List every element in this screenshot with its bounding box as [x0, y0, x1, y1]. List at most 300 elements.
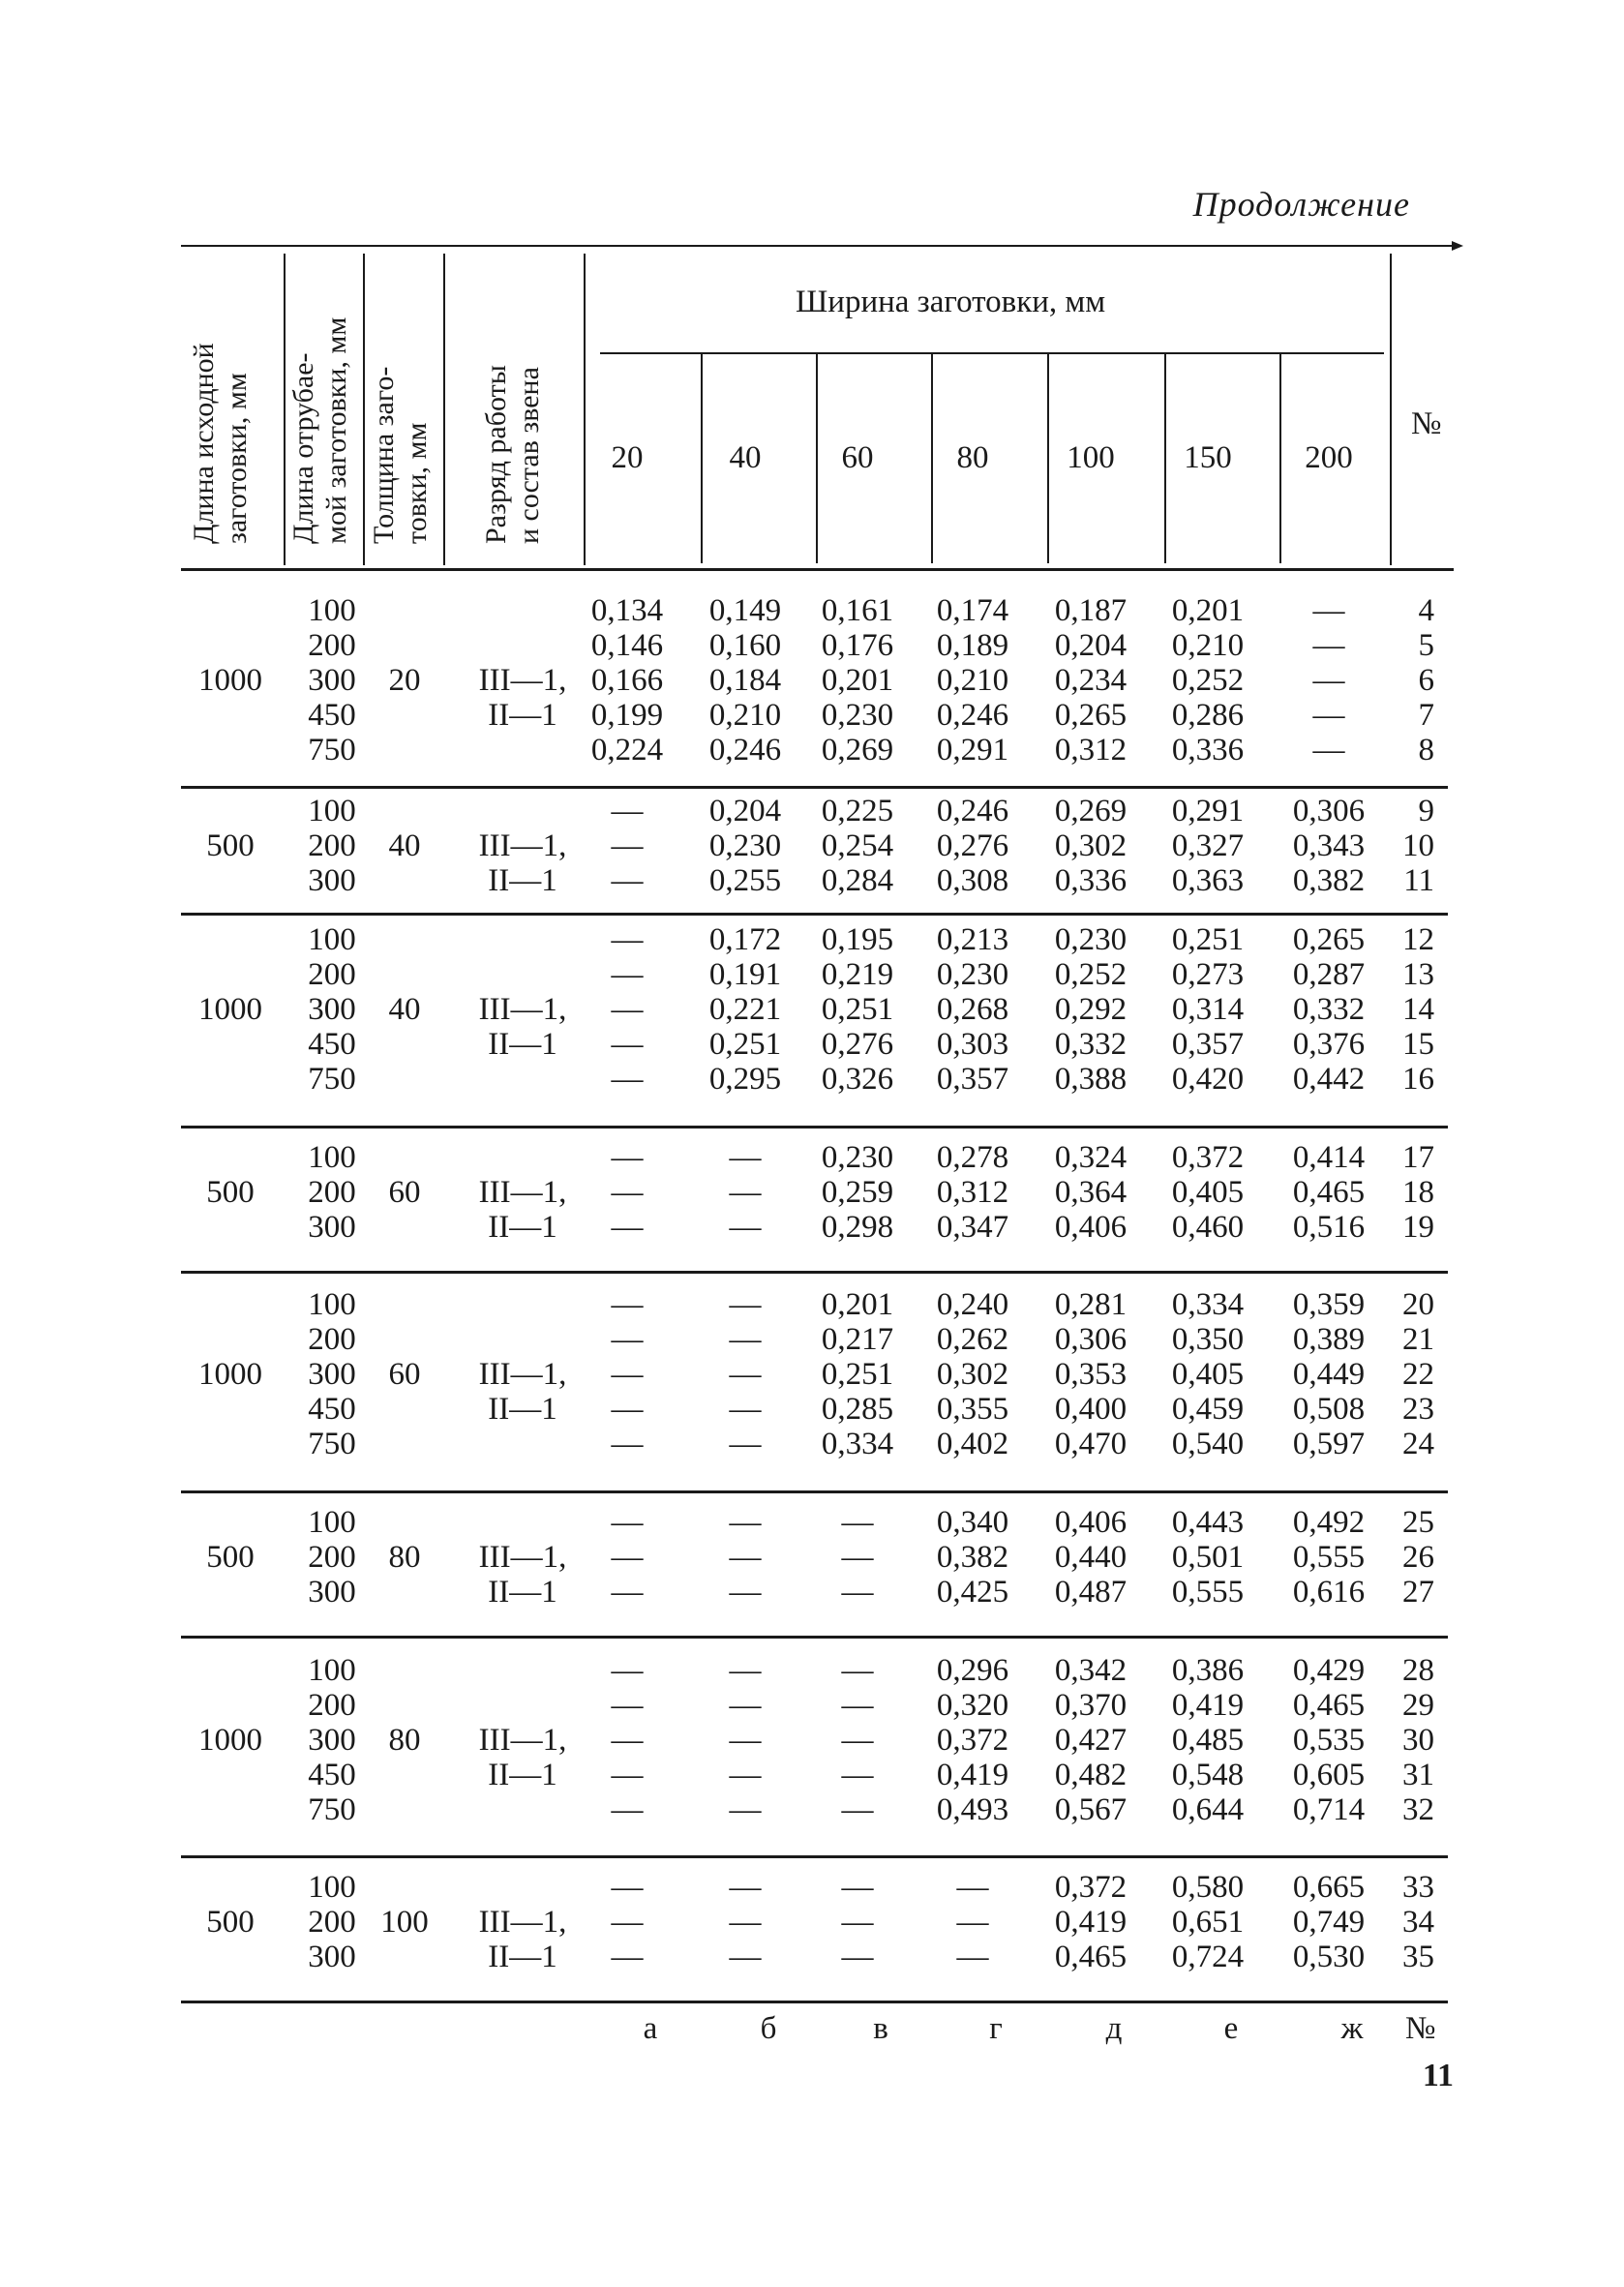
table-cell: 0,406	[1054, 1505, 1128, 1540]
row-number: 12	[1402, 922, 1434, 957]
group-3-grade: III—1,	[478, 1175, 567, 1210]
footer-letter-0: а	[643, 2011, 658, 2046]
table-row-cut-length: 100	[308, 1287, 356, 1322]
table-row-cut-length: 100	[308, 1870, 356, 1905]
row-number: 29	[1402, 1688, 1434, 1723]
row-number: 6	[1418, 663, 1434, 698]
row-number: 31	[1402, 1758, 1434, 1792]
row-number: 11	[1403, 863, 1434, 898]
table-cell: 0,251	[1171, 922, 1245, 957]
table-cell: —	[611, 1210, 644, 1245]
table-cell: 0,246	[936, 698, 1009, 733]
table-cell: 0,240	[936, 1287, 1009, 1322]
table-cell: —	[611, 828, 644, 863]
header-col_length_cut-line: Длина отрубае-	[287, 352, 319, 544]
table-cell: —	[729, 1653, 762, 1688]
table-cell: 0,402	[936, 1427, 1009, 1461]
group-6-grade: III—1,	[478, 1723, 567, 1758]
table-cell: 0,540	[1171, 1427, 1245, 1461]
table-row-cut-length: 300	[308, 1357, 356, 1392]
footer-letter-2: в	[873, 2011, 888, 2046]
width-header-200: 200	[1305, 440, 1353, 475]
table-cell: 0,230	[821, 1140, 894, 1175]
table-cell: 0,724	[1171, 1940, 1245, 1974]
table-cell: —	[729, 1905, 762, 1940]
row-number: 23	[1402, 1392, 1434, 1427]
table-cell: 0,465	[1054, 1940, 1128, 1974]
row-number: 18	[1402, 1175, 1434, 1210]
table-row-cut-length: 450	[308, 1758, 356, 1792]
row-number: 4	[1418, 593, 1434, 628]
table-cell: 0,276	[936, 828, 1009, 863]
table-cell: 0,269	[821, 733, 894, 767]
table-cell: 0,336	[1054, 863, 1128, 898]
group-5-grade: III—1,	[478, 1540, 567, 1575]
width-header-20: 20	[611, 440, 644, 475]
table-row-cut-length: 450	[308, 1392, 356, 1427]
table-row-cut-length: 200	[308, 1540, 356, 1575]
table-cell: 0,210	[936, 663, 1009, 698]
group-6-thickness: 80	[388, 1723, 421, 1758]
table-cell: 0,251	[821, 992, 894, 1027]
table-cell: —	[611, 1027, 644, 1062]
header-col_thickness	[368, 367, 434, 544]
table-cell: 0,644	[1171, 1792, 1245, 1827]
table-cell: 0,487	[1054, 1575, 1128, 1610]
table-cell: —	[611, 1392, 644, 1427]
table-cell: 0,419	[936, 1758, 1009, 1792]
header-col_grade-line: и состав звена	[513, 367, 545, 544]
arrow-right-icon	[1452, 241, 1463, 251]
table-cell: 0,291	[936, 733, 1009, 767]
table-cell: —	[729, 1210, 762, 1245]
table-cell: 0,459	[1171, 1392, 1245, 1427]
header-col_thickness-line: товки, мм	[401, 422, 433, 544]
row-number: 14	[1402, 992, 1434, 1027]
table-cell: 0,400	[1054, 1392, 1128, 1427]
group-7-length: 500	[206, 1905, 255, 1940]
table-cell: 0,254	[821, 828, 894, 863]
table-cell: 0,134	[590, 593, 664, 628]
group-0-grade: II—1	[488, 698, 557, 733]
table-cell: —	[611, 922, 644, 957]
table-cell: 0,363	[1171, 863, 1245, 898]
table-cell: 0,370	[1054, 1688, 1128, 1723]
table-row-cut-length: 750	[308, 1792, 356, 1827]
table-row-cut-length: 100	[308, 794, 356, 828]
group-7-grade: II—1	[488, 1940, 557, 1974]
table-cell: —	[729, 1392, 762, 1427]
width-header-150: 150	[1184, 440, 1232, 475]
table-cell: 0,530	[1292, 1940, 1366, 1974]
table-cell: —	[729, 1758, 762, 1792]
group-2-length: 1000	[198, 992, 262, 1027]
table-cell: 0,312	[1054, 733, 1128, 767]
footer-letter-4: д	[1105, 2011, 1123, 2046]
table-row-cut-length: 100	[308, 922, 356, 957]
table-row-cut-length: 750	[308, 733, 356, 767]
group-4-grade: III—1,	[478, 1357, 567, 1392]
table-cell: 0,213	[936, 922, 1009, 957]
table-cell: 0,567	[1054, 1792, 1128, 1827]
table-row-cut-length: 100	[308, 1653, 356, 1688]
table-cell: 0,302	[1054, 828, 1128, 863]
table-cell: 0,252	[1171, 663, 1245, 698]
header-bottom-rule	[181, 568, 1454, 571]
table-row-cut-length: 100	[308, 1140, 356, 1175]
table-cell: 0,252	[1054, 957, 1128, 992]
row-number: 26	[1402, 1540, 1434, 1575]
table-cell: —	[841, 1688, 874, 1723]
table-cell: —	[729, 1792, 762, 1827]
table-cell: —	[611, 1287, 644, 1322]
row-number: 10	[1402, 828, 1434, 863]
header-col_grade-line: Разряд работы	[480, 365, 512, 544]
table-row-cut-length: 300	[308, 992, 356, 1027]
table-cell: 0,492	[1292, 1505, 1366, 1540]
group-separator	[181, 1271, 1448, 1274]
table-cell: 0,714	[1292, 1792, 1366, 1827]
row-number: 27	[1402, 1575, 1434, 1610]
table-cell: 0,314	[1171, 992, 1245, 1027]
table-row-cut-length: 200	[308, 1322, 356, 1357]
table-cell: 0,201	[821, 663, 894, 698]
table-cell: 0,334	[1171, 1287, 1245, 1322]
row-number: 33	[1402, 1870, 1434, 1905]
group-6-length: 1000	[198, 1723, 262, 1758]
table-row-cut-length: 300	[308, 1940, 356, 1974]
table-cell: 0,230	[1054, 922, 1128, 957]
header-col_thickness-line: Толщина заго-	[368, 366, 400, 544]
group-0-grade: III—1,	[478, 663, 567, 698]
table-row-cut-length: 200	[308, 1905, 356, 1940]
table-cell: 0,287	[1292, 957, 1366, 992]
table-row-cut-length: 300	[308, 663, 356, 698]
table-cell: 0,176	[821, 628, 894, 663]
table-cell: —	[841, 1792, 874, 1827]
group-0-thickness: 20	[388, 663, 421, 698]
table-cell: 0,201	[821, 1287, 894, 1322]
table-cell: 0,376	[1292, 1027, 1366, 1062]
table-cell: 0,184	[708, 663, 782, 698]
header-divider	[363, 254, 365, 565]
table-cell: 0,359	[1292, 1287, 1366, 1322]
group-7-grade: III—1,	[478, 1905, 567, 1940]
group-1-thickness: 40	[388, 828, 421, 863]
table-cell: —	[611, 863, 644, 898]
header-col_length_cut	[287, 317, 353, 544]
table-cell: 0,350	[1171, 1322, 1245, 1357]
table-cell: 0,312	[936, 1175, 1009, 1210]
group-0-length: 1000	[198, 663, 262, 698]
group-separator	[181, 1126, 1448, 1128]
table-cell: —	[956, 1940, 989, 1974]
table-cell: 0,372	[936, 1723, 1009, 1758]
table-cell: 0,357	[936, 1062, 1009, 1097]
table-cell: —	[841, 1758, 874, 1792]
table-cell: —	[611, 1688, 644, 1723]
table-cell: 0,204	[1054, 628, 1128, 663]
row-number: 22	[1402, 1357, 1434, 1392]
table-cell: 0,262	[936, 1322, 1009, 1357]
table-cell: 0,749	[1292, 1905, 1366, 1940]
group-2-thickness: 40	[388, 992, 421, 1027]
table-cell: 0,265	[1054, 698, 1128, 733]
table-cell: 0,149	[708, 593, 782, 628]
table-cell: 0,224	[590, 733, 664, 767]
table-cell: 0,201	[1171, 593, 1245, 628]
table-cell: 0,485	[1171, 1723, 1245, 1758]
table-cell: —	[956, 1905, 989, 1940]
table-cell: 0,174	[936, 593, 1009, 628]
row-number: 24	[1402, 1427, 1434, 1461]
table-row-cut-length: 750	[308, 1062, 356, 1097]
table-row-cut-length: 100	[308, 1505, 356, 1540]
table-cell: —	[1312, 593, 1345, 628]
group-2-grade: II—1	[488, 1027, 557, 1062]
table-cell: 0,597	[1292, 1427, 1366, 1461]
group-3-grade: II—1	[488, 1210, 557, 1245]
table-row-cut-length: 750	[308, 1427, 356, 1461]
table-cell: —	[611, 1427, 644, 1461]
table-cell: 0,204	[708, 794, 782, 828]
table-cell: 0,605	[1292, 1758, 1366, 1792]
table-cell: 0,285	[821, 1392, 894, 1427]
group-2-grade: III—1,	[478, 992, 567, 1027]
table-cell: 0,449	[1292, 1357, 1366, 1392]
table-cell: 0,336	[1171, 733, 1245, 767]
table-cell: —	[729, 1688, 762, 1723]
width-header-100: 100	[1067, 440, 1115, 475]
table-cell: 0,347	[936, 1210, 1009, 1245]
table-cell: 0,382	[1292, 863, 1366, 898]
table-cell: 0,298	[821, 1210, 894, 1245]
table-cell: 0,372	[1171, 1140, 1245, 1175]
table-cell: 0,357	[1171, 1027, 1245, 1062]
table-cell: 0,501	[1171, 1540, 1245, 1575]
table-cell: —	[611, 1140, 644, 1175]
table-cell: 0,251	[708, 1027, 782, 1062]
table-cell: 0,302	[936, 1357, 1009, 1392]
table-cell: 0,340	[936, 1505, 1009, 1540]
table-cell: 0,276	[821, 1027, 894, 1062]
table-cell: 0,419	[1171, 1688, 1245, 1723]
table-cell: —	[611, 1505, 644, 1540]
table-cell: —	[841, 1653, 874, 1688]
table-cell: 0,291	[1171, 794, 1245, 828]
table-cell: 0,665	[1292, 1870, 1366, 1905]
group-5-thickness: 80	[388, 1540, 421, 1575]
table-cell: —	[611, 1940, 644, 1974]
table-cell: 0,284	[821, 863, 894, 898]
table-bottom-rule	[181, 2001, 1448, 2003]
table-cell: 0,414	[1292, 1140, 1366, 1175]
table-row-cut-length: 200	[308, 957, 356, 992]
group-1-grade: II—1	[488, 863, 557, 898]
table-cell: 0,427	[1054, 1723, 1128, 1758]
table-cell: 0,535	[1292, 1723, 1366, 1758]
table-cell: —	[841, 1505, 874, 1540]
footer-letter-3: г	[989, 2011, 1003, 2046]
table-cell: 0,189	[936, 628, 1009, 663]
group-separator	[181, 1636, 1448, 1639]
table-cell: —	[841, 1540, 874, 1575]
table-cell: —	[1312, 698, 1345, 733]
table-cell: 0,389	[1292, 1322, 1366, 1357]
table-cell: 0,292	[1054, 992, 1128, 1027]
table-cell: —	[841, 1575, 874, 1610]
header-col_length_cut-line: мой заготовки, мм	[320, 316, 352, 544]
table-cell: 0,555	[1171, 1575, 1245, 1610]
table-cell: 0,268	[936, 992, 1009, 1027]
group-5-length: 500	[206, 1540, 255, 1575]
table-cell: 0,296	[936, 1653, 1009, 1688]
row-number: 5	[1418, 628, 1434, 663]
table-cell: 0,405	[1171, 1357, 1245, 1392]
table-cell: —	[729, 1287, 762, 1322]
table-cell: 0,419	[1054, 1905, 1128, 1940]
table-cell: —	[611, 957, 644, 992]
page-number: 11	[1422, 2058, 1454, 2093]
group-6-grade: II—1	[488, 1758, 557, 1792]
table-row-cut-length: 300	[308, 1210, 356, 1245]
table-row-cut-length: 200	[308, 1175, 356, 1210]
table-cell: —	[611, 1540, 644, 1575]
footer-letter-5: е	[1223, 2011, 1239, 2046]
table-cell: —	[729, 1723, 762, 1758]
table-cell: —	[841, 1870, 874, 1905]
table-cell: 0,326	[821, 1062, 894, 1097]
header-divider	[584, 254, 586, 565]
group-7-thickness: 100	[380, 1905, 429, 1940]
group-4-length: 1000	[198, 1357, 262, 1392]
table-cell: 0,225	[821, 794, 894, 828]
table-cell: 0,327	[1171, 828, 1245, 863]
header-no: №	[1411, 406, 1442, 441]
row-number: 34	[1402, 1905, 1434, 1940]
table-cell: 0,555	[1292, 1540, 1366, 1575]
table-cell: —	[611, 1357, 644, 1392]
row-number: 16	[1402, 1062, 1434, 1097]
table-row-cut-length: 200	[308, 828, 356, 863]
table-cell: 0,217	[821, 1322, 894, 1357]
table-cell: 0,273	[1171, 957, 1245, 992]
group-separator	[181, 1490, 1448, 1493]
table-cell: 0,442	[1292, 1062, 1366, 1097]
table-cell: 0,199	[590, 698, 664, 733]
table-cell: 0,286	[1171, 698, 1245, 733]
row-number: 20	[1402, 1287, 1434, 1322]
table-cell: —	[729, 1870, 762, 1905]
table-cell: —	[841, 1723, 874, 1758]
table-cell: 0,210	[1171, 628, 1245, 663]
table-cell: —	[611, 1905, 644, 1940]
table-cell: —	[611, 1758, 644, 1792]
table-cell: —	[729, 1427, 762, 1461]
table-row-cut-length: 450	[308, 1027, 356, 1062]
table-cell: 0,355	[936, 1392, 1009, 1427]
header-divider	[443, 254, 445, 565]
group-1-length: 500	[206, 828, 255, 863]
table-cell: 0,281	[1054, 1287, 1128, 1322]
header-col_grade	[480, 365, 546, 544]
table-cell: 0,493	[936, 1792, 1009, 1827]
row-number: 19	[1402, 1210, 1434, 1245]
table-cell: 0,172	[708, 922, 782, 957]
header-col_length_initial	[188, 343, 254, 544]
table-cell: 0,580	[1171, 1870, 1245, 1905]
table-cell: 0,219	[821, 957, 894, 992]
table-cell: 0,308	[936, 863, 1009, 898]
table-cell: 0,548	[1171, 1758, 1245, 1792]
table-cell: 0,166	[590, 663, 664, 698]
table-cell: 0,516	[1292, 1210, 1366, 1245]
table-cell: —	[611, 1322, 644, 1357]
table-cell: —	[729, 1357, 762, 1392]
table-cell: —	[611, 992, 644, 1027]
table-cell: 0,364	[1054, 1175, 1128, 1210]
header-divider	[1390, 254, 1392, 565]
table-cell: 0,343	[1292, 828, 1366, 863]
table-row-cut-length: 100	[308, 593, 356, 628]
table-cell: 0,386	[1171, 1653, 1245, 1688]
table-cell: —	[729, 1175, 762, 1210]
table-cell: —	[956, 1870, 989, 1905]
table-cell: —	[841, 1940, 874, 1974]
header-top-rule	[181, 245, 1454, 247]
table-row-cut-length: 300	[308, 1723, 356, 1758]
table-cell: 0,342	[1054, 1653, 1128, 1688]
table-cell: 0,195	[821, 922, 894, 957]
group-3-thickness: 60	[388, 1175, 421, 1210]
table-cell: 0,306	[1054, 1322, 1128, 1357]
table-cell: 0,332	[1054, 1027, 1128, 1062]
table-cell: 0,405	[1171, 1175, 1245, 1210]
row-number: 32	[1402, 1792, 1434, 1827]
width-header-40: 40	[729, 440, 762, 475]
footer-letter-1: б	[760, 2011, 777, 2046]
table-cell: 0,443	[1171, 1505, 1245, 1540]
table-cell: —	[1312, 733, 1345, 767]
width-header-80: 80	[956, 440, 989, 475]
table-cell: 0,255	[708, 863, 782, 898]
footer-no: №	[1405, 2011, 1436, 2046]
table-cell: —	[611, 1723, 644, 1758]
table-cell: —	[611, 1653, 644, 1688]
group-separator	[181, 1855, 1448, 1858]
table-cell: —	[1312, 663, 1345, 698]
table-cell: —	[611, 1870, 644, 1905]
width-header-60: 60	[841, 440, 874, 475]
row-number: 28	[1402, 1653, 1434, 1688]
row-number: 9	[1418, 794, 1434, 828]
group-1-grade: III—1,	[478, 828, 567, 863]
table-row-cut-length: 450	[308, 698, 356, 733]
table-row-cut-length: 200	[308, 1688, 356, 1723]
table-cell: 0,230	[821, 698, 894, 733]
table-cell: 0,230	[936, 957, 1009, 992]
table-cell: 0,420	[1171, 1062, 1245, 1097]
table-cell: 0,191	[708, 957, 782, 992]
row-number: 7	[1418, 698, 1434, 733]
group-4-thickness: 60	[388, 1357, 421, 1392]
table-cell: 0,259	[821, 1175, 894, 1210]
width-group-title: Ширина заготовки, мм	[796, 285, 1106, 319]
table-cell: —	[611, 1062, 644, 1097]
table-cell: —	[729, 1140, 762, 1175]
row-number: 30	[1402, 1723, 1434, 1758]
table-cell: 0,320	[936, 1688, 1009, 1723]
